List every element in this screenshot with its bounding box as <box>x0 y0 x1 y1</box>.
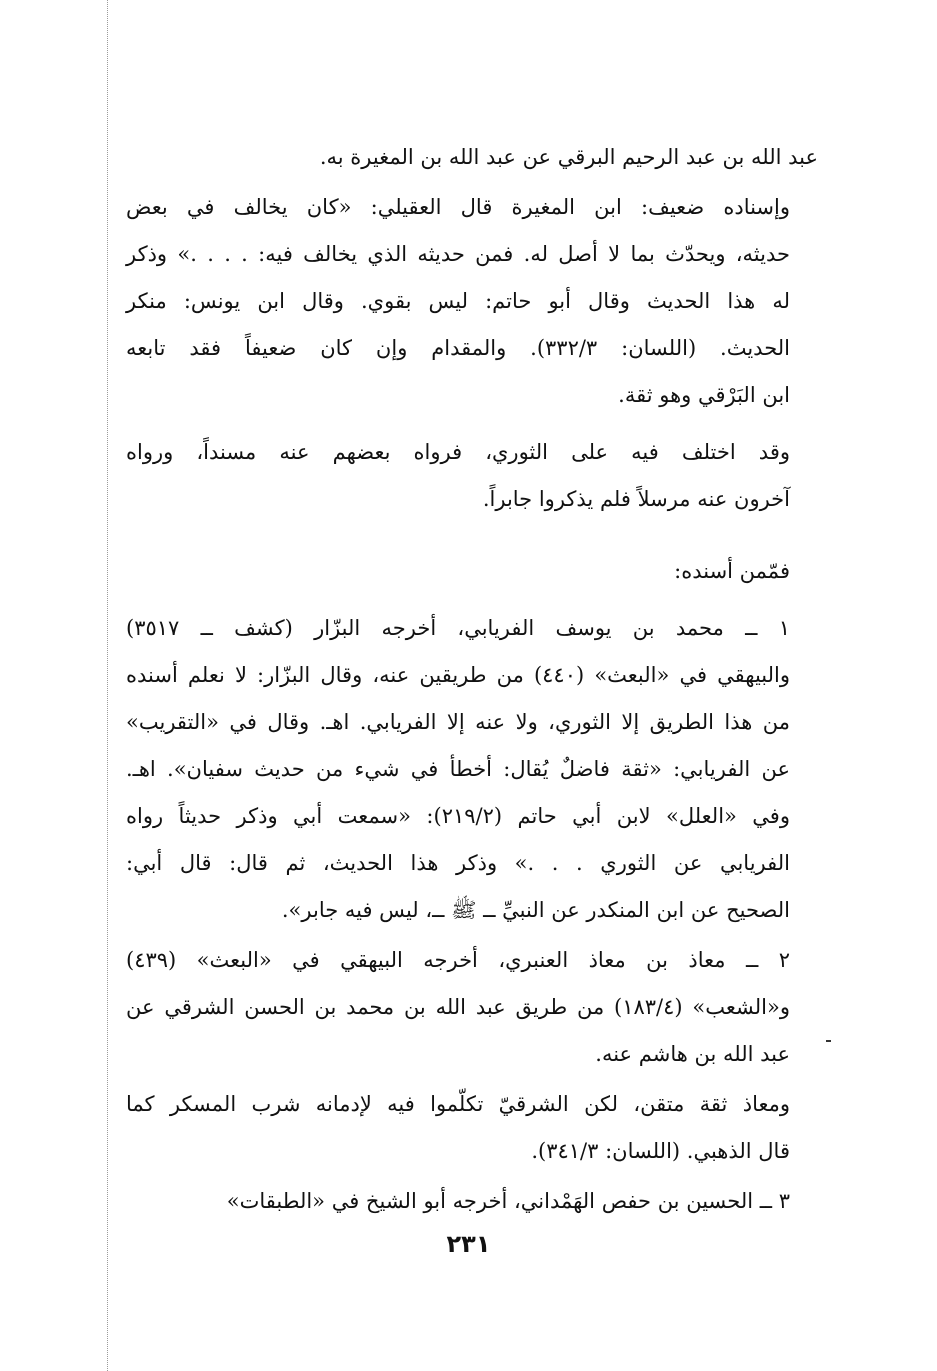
paragraph-isnad-weak <box>126 184 818 419</box>
text-line: عن الفريابي: «ثقة فاضلٌ يُقال: أخطأ في شيء من حديث سفيان». اهـ. <box>126 757 790 781</box>
text-line: ١ ــ محمد بن يوسف الفريابي، أخرجه البزّار (كشف ــ ٣٥١٧) <box>126 616 790 640</box>
page-number: ٢٣١ <box>446 1230 491 1258</box>
page-body <box>126 134 818 1225</box>
page-edge-dotted-line <box>107 0 108 1371</box>
text-line: له هذا الحديث وقال أبو حاتم: ليس بقوي. وقال ابن يونس: منكر <box>126 289 790 313</box>
text-line: و«الشعب» (١٨٣/٤) من طريق عبد الله بن محمد بن الحسن الشرقي عن <box>126 995 790 1019</box>
text-line: وقد اختلف فيه على الثوري، فرواه بعضهم عنه مسنداً، ورواه <box>126 440 790 464</box>
text-line: والبيهقي في «البعث» (٤٤٠) من طريقين عنه، وقال البزّار: لا نعلم أسنده <box>126 663 790 687</box>
text-line: عبد الله بن عبد الرحيم البرقي عن عبد الله بن المغيرة به. <box>319 145 818 169</box>
paragraph-disagreement <box>126 429 818 523</box>
paragraph-muadh-note <box>126 1081 818 1175</box>
text-line: ومعاذ ثقة متقن، لكن الشرقيّ تكلّموا فيه لإدمانه شرب المسكر كما <box>126 1092 790 1116</box>
text-line: الصحيح عن ابن المنكدر عن النبيِّ ــ ﷺ ــ، ليس فيه جابر». <box>281 898 790 922</box>
text-line: ابن البَرْقي وهو ثقة. <box>618 383 790 407</box>
text-line: من هذا الطريق إلا الثوري، ولا عنه إلا الفريابي. اهـ. وقال في «التقريب» <box>126 710 790 734</box>
paragraph-item-2 <box>126 937 818 1078</box>
text-line: الفريابي عن الثوري . . .» وذكر هذا الحديث، ثم قال: قال أبي: <box>126 851 790 875</box>
text-line: الحديث. (اللسان: ٣٣٢/٣). والمقدام وإن كان ضعيفاً فقد تابعه <box>126 336 790 360</box>
text-line: قال الذهبي. (اللسان: ٣٤١/٣). <box>531 1139 790 1163</box>
paragraph-chain-ending <box>126 134 818 181</box>
text-line: ٢ ــ معاذ بن معاذ العنبري، أخرجه البيهقي في «البعث» (٤٣٩) <box>126 948 790 972</box>
paragraph-item-1 <box>126 605 818 934</box>
stray-mark <box>826 1040 831 1042</box>
paragraph-item-3 <box>126 1178 818 1225</box>
text-line: ٣ ــ الحسين بن حفص الهَمْداني، أخرجه أبو الشيخ في «الطبقات» <box>226 1189 790 1213</box>
text-line: عبد الله بن هاشم عنه. <box>595 1042 790 1066</box>
text-line: حديثه، ويحدّث بما لا أصل له. فمن حديثه الذي يخالف فيه: . . . .» وذكر <box>126 242 790 266</box>
text-line: وإسناده ضعيف: ابن المغيرة قال العقيلي: «كان يخالف في بعض <box>126 195 790 219</box>
text-line: فمّمن أسنده: <box>674 559 790 583</box>
paragraph-heading-those-who-narrated <box>126 548 818 595</box>
text-line: آخرون عنه مرسلاً فلم يذكروا جابراً. <box>482 487 790 511</box>
text-line: وفي «العلل» لابن أبي حاتم (٢١٩/٢): «سمعت أبي وذكر حديثاً رواه <box>126 804 790 828</box>
